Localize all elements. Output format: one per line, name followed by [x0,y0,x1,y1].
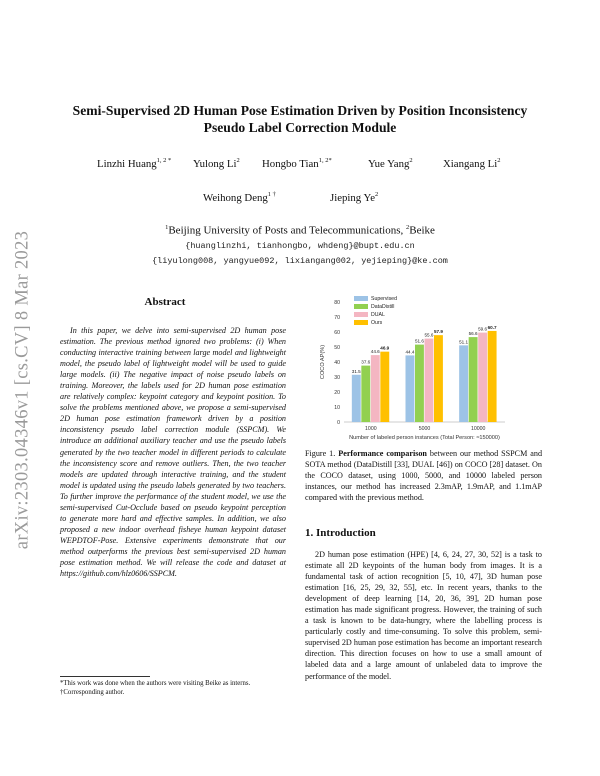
paper-title-line-1: Semi-Supervised 2D Human Pose Estimation Driven by Position Inconsistency [72,103,528,118]
email-line-2: {liyulong008, yangyue092, lixiangang002, yejieping}@ke.com [152,256,448,266]
author-6: Weihong Deng$^{1 \dagger}$ [203,191,276,204]
legend-swatch-supervised [354,296,368,301]
author-1: Linzhi Huang$^{1, 2 *}$ [97,157,172,170]
author-3: Hongbo Tian$^{1, 2*}$ [262,157,332,170]
paper-title-line-2: Pseudo Label Correction Module [203,120,397,135]
footnote-1: *This work was done when the authors were visiting Beike as interns. [60,680,251,687]
y-tick-label: 10 [334,405,340,411]
bar-datadistill-10000 [469,337,478,422]
chart-legend [354,296,397,326]
y-axis-label: COCO AP(%) [320,344,326,380]
abstract-heading: Abstract [144,296,186,308]
y-tick-label: 40 [334,360,340,366]
legend-swatch-ours [354,320,368,325]
bar-value-label: 46.9 [380,345,390,351]
legend-label-datadistill: DataDistill [371,304,395,310]
affiliation: $^1$Beijing University of Posts and Telecommunications, $^2$Beike [165,224,435,237]
bar-dual-5000 [425,339,434,422]
bar-value-label: 57.9 [433,329,443,335]
figure-caption-text: between our method SSPCM and SOTA method (DataDistill [33], DUAL [46]) on COCO [28] dataset. On the COCO dataset, using 1000, 5000, and 10000 labeled person instances, our method has increased 2.3mAP, 1.9mAP, and 1.1mAP compared with the previous method. [305,449,543,503]
bar-ours-1000 [380,352,389,422]
bar-value-label: 55.6 [424,332,434,338]
bar-value-label: 59.6 [478,326,488,332]
y-tick-label: 30 [334,375,340,381]
y-tick-label: 20 [334,390,340,396]
email-line-1: {huanglinzhi, tianhongbo, whdeng}@bupt.edu.cn [185,241,415,251]
author-4: Yue Yang$^2$ [368,157,413,170]
bar-supervised-1000 [352,375,361,422]
bar-value-label: 31.5 [351,368,361,374]
author-5: Xiangang Li$^2$ [443,157,501,170]
figure-label: Figure 1. [305,449,339,458]
legend-label-supervised: Supervised [371,296,397,302]
abstract-text: In this paper, we delve into semi-supervised 2D human pose estimation. The previous method ignored two problems: (i) When conducting interactive training between large model and lightweight model, the pseudo label of lightweight model will be used to guide large models. (ii) The negative impact of noise pseudo labels on training. Moreover, the labels used for 2D human pose estimation are relatively complex: keypoint category and keypoint position. To solve the problems mentioned above, we propose a semi-supervised 2D human pose estimation framework driven by a position inconsistency pseudo label correction module (SSPCM). We introduce an additional auxiliary teacher and use the pseudo labels generated by the two teacher model in different periods to calculate the inconsistency score and remove outliers. Then, the two teacher models are updated through interactive training, and the student model is updated using the pseudo labels generated by two teachers. To further improve the performance of the student model, we use the semi-supervised Cut-Occlude based on pseudo keypoint perception to generate more hard and effective samples. In addition, we also proposed a new indoor overhead fisheye human keypoint dataset WEPDTOF-Pose. Extensive experiments demonstrate that our method outperforms the previous best semi-supervised 2D human pose estimation method. We will release the code and dataset at https://github.com/hlz0606/SSPCM. [60,326,286,579]
figure-caption-bold: Performance comparison [338,449,427,458]
chart-bars [352,325,497,422]
introduction-body [305,549,542,682]
footnote-2: †Corresponding author. [60,689,125,696]
legend-label-ours: Ours [371,320,383,326]
bar-dual-10000 [478,333,487,422]
x-axis-label: Number of labeled person instances (Total Person: ≈150000) [349,435,500,441]
author-7: Jieping Ye$^2$ [330,191,379,204]
bar-value-label: 60.7 [487,324,497,330]
y-tick-label: 80 [334,300,340,306]
y-tick-label: 50 [334,345,340,351]
introduction-heading: 1. Introduction [305,527,376,539]
bar-datadistill-1000 [361,366,370,422]
y-tick-label: 70 [334,315,340,321]
arxiv-id-text: arXiv:2303.04346v1 [cs.CV] 8 Mar 2023 [12,230,33,550]
bar-dual-1000 [371,355,380,422]
bar-value-label: 51.1 [459,339,469,345]
bar-value-label: 51.6 [414,338,424,344]
bar-ours-5000 [434,335,443,422]
legend-swatch-dual [354,312,368,317]
bar-ours-10000 [488,331,497,422]
bar-value-label: 56.6 [468,331,478,337]
bar-supervised-10000 [459,345,468,422]
bar-supervised-5000 [406,355,415,422]
bar-value-label: 44.6 [370,349,380,355]
author-2: Yulong Li$^2$ [193,157,240,170]
legend-label-dual: DUAL [371,312,385,318]
y-tick-label: 60 [334,330,340,336]
x-tick-label: 10000 [470,426,486,432]
footnotes [60,679,300,697]
x-tick-label: 5000 [418,426,431,432]
legend-swatch-datadistill [354,304,368,309]
introduction-text: 2D human pose estimation (HPE) [4, 6, 24, 27, 30, 52] is a task to estimate all 2D keypoints of the human body from images. It is a fundamental task of action recognition [5, 10, 47], 3D human pose estimation [16, 25, 29, 32, 55], etc. In recent years, thanks to the development of deep learning [14, 20, 36, 39], 2D human pose estimation has made significant progress. However, the training of such a task is known to be data-hungry, where the labelling process is particularly costly and time-consuming. To solve this problem, semi-supervised 2D human pose estimation has become an important research direction. This direction focuses on how to use a small amount of labeled data and a large amount of unlabeled data to improve the performance of the model. [305,550,542,681]
bar-value-label: 37.6 [361,359,371,365]
x-tick-label: 1000 [365,426,377,432]
performance-bar-chart [310,292,535,442]
abstract-body [60,325,286,579]
bar-value-label: 44.4 [405,349,415,355]
bar-datadistill-5000 [415,345,424,422]
footnote-rule [60,676,150,677]
figure-caption [305,448,542,503]
y-tick-label: 0 [337,420,340,426]
